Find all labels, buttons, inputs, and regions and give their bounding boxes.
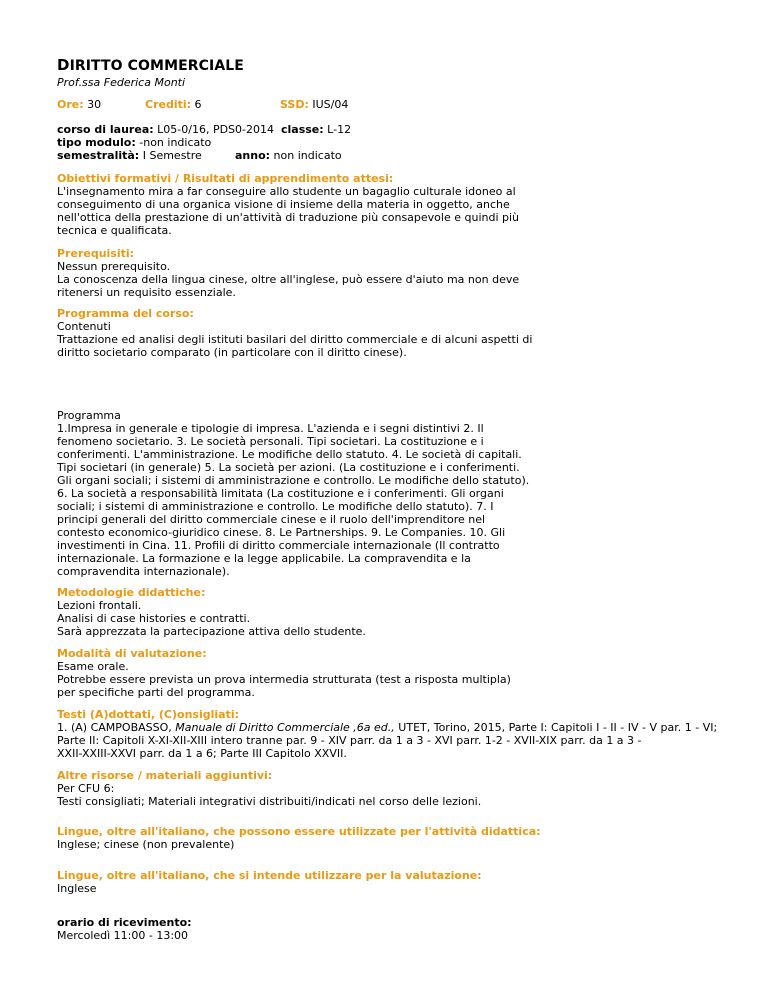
section-programma-detail [57, 409, 717, 578]
obiettivi-line: L'insegnamento mira a far conseguire allo studente un bagaglio culturale idoneo al [57, 185, 516, 198]
ricevimento-line: Mercoledì 11:00 - 13:00 [57, 929, 189, 942]
section-obiettivi [57, 172, 717, 237]
prerequisiti-line: Nessun prerequisito. [57, 260, 171, 273]
modulo-field [57, 136, 211, 149]
corso-label: corso di laurea: [57, 123, 154, 136]
metodologie-line: Sarà apprezzata la partecipazione attiva dello studente. [57, 625, 366, 638]
obiettivi-line: nell'ottica della prestazione di un'attività di traduzione più consapevole e quindi più [57, 211, 520, 224]
programma-detail-line: 1.Impresa in generale e tipologie di impresa. L'azienda e i segni distintivi 2. Il [57, 422, 484, 435]
professor-name: Prof.ssa Federica Monti [57, 76, 186, 89]
title-rest: IRITTO COMMERCIALE [69, 58, 244, 74]
ricevimento-heading: orario di ricevimento: [57, 916, 192, 929]
programma-detail-line: sociali; i sistemi di amministrazione e controllo. Le modifiche dello statuto). 7. I [57, 500, 494, 513]
anno-value: non indicato [273, 149, 342, 162]
metodologie-line: Lezioni frontali. [57, 599, 142, 612]
crediti-value: 6 [194, 98, 202, 111]
obiettivi-heading: Obiettivi formativi / Risultati di apprendimento attesi: [57, 172, 394, 185]
testi-line1-b: UTET, Torino, 2015, Parte I: Capitoli I - II - IV - V par. 1 - VI; [394, 721, 718, 734]
valutazione-heading: Modalità di valutazione: [57, 647, 207, 660]
ore-field [57, 98, 101, 111]
section-risorse [57, 769, 717, 808]
valutazione-line: Potrebbe essere prevista un prova intermedia strutturata (test a risposta multipla) [57, 673, 511, 686]
risorse-heading: Altre risorse / materiali aggiuntivi: [57, 769, 273, 782]
modulo-value: -non indicato [139, 136, 212, 149]
section-prerequisiti [57, 247, 717, 299]
prerequisiti-line: La conoscenza della lingua cinese, oltre all'inglese, può essere d'aiuto ma non deve [57, 273, 520, 286]
classe-value: L-12 [327, 123, 352, 136]
programma-detail-line: contesto economico-giuridico cinese. 8. Le Partnerships. 9. Le Companies. 10. Gli [57, 526, 506, 539]
programma-detail-line: 6. La società a responsabilità limitata (La costituzione e i conferimenti. Gli organi [57, 487, 504, 500]
testi-heading: Testi (A)dottati, (C)onsigliati: [57, 708, 239, 721]
testi-line1-a: 1. (A) CAMPOBASSO, [57, 721, 176, 734]
programma-detail-line: investimenti in Cina. 11. Profili di diritto commerciale internazionale (Il contratto [57, 539, 500, 552]
section-testi [57, 708, 757, 760]
crediti-field [145, 98, 202, 111]
section-ricevimento [57, 916, 717, 942]
crediti-label: Crediti: [145, 98, 192, 111]
testi-line: Parte II: Capitoli X-XI-XII-XIII intero tranne par. 9 - XIV parr. da 1 a 3 - XVI parr. 1-2 - XVII-XIX parr. da 1 a 3 - [57, 734, 642, 747]
programma-detail-line: principi generali del diritto commerciale cinese e il ruolo dell'imprenditore nel [57, 513, 486, 526]
programma-heading: Programma del corso: [57, 307, 194, 320]
programma-detail-line: Gli organi sociali; i sistemi di amministrazione e controllo. Le modifiche dello statuto). [57, 474, 530, 487]
section-lingue-didattica [57, 825, 717, 851]
programma-line: Contenuti [57, 320, 111, 333]
semestralita-value: I Semestre [142, 149, 202, 162]
testi-line: XXII-XXIII-XXVI parr. da 1 a 6; Parte III Capitolo XXVII. [57, 747, 347, 760]
programma-line: Trattazione ed analisi degli istituti basilari del diritto commerciale e di alcuni aspetti di [57, 333, 533, 346]
ore-value: 30 [87, 98, 102, 111]
obiettivi-line: conseguimento di una organica visione di insieme della materia in oggetto, anche [57, 198, 510, 211]
lingue-valutazione-line: Inglese [57, 882, 97, 895]
prerequisiti-heading: Prerequisiti: [57, 247, 135, 260]
programma-detail-line: Tipi societari (in generale) 5. La società per azioni. (La costituzione e i conferimenti. [57, 461, 520, 474]
title-initial: D [57, 56, 70, 74]
section-metodologie [57, 586, 717, 638]
classe-field [281, 123, 351, 136]
programma-detail-line: Programma [57, 409, 121, 422]
testi-book-title: Manuale di Diritto Commerciale ,6a ed., [175, 721, 395, 734]
obiettivi-line: tecnica e qualificata. [57, 224, 172, 237]
anno-field [235, 149, 342, 162]
classe-label: classe: [281, 123, 324, 136]
metodologie-line: Analisi di case histories e contratti. [57, 612, 251, 625]
modulo-label: tipo modulo: [57, 136, 136, 149]
semestralita-field [57, 149, 202, 162]
testi-line [57, 721, 757, 734]
section-valutazione [57, 647, 717, 699]
valutazione-line: Esame orale. [57, 660, 129, 673]
ore-label: Ore: [57, 98, 84, 111]
corso-value: L05-0/16, PDS0-2014 [157, 123, 274, 136]
section-programma [57, 307, 717, 359]
programma-detail-line: fenomeno societario. 3. Le società personali. Tipi societari. La costituzione e i [57, 435, 484, 448]
ssd-field [280, 98, 348, 111]
valutazione-line: per specifiche parti del programma. [57, 686, 255, 699]
lingue-didattica-line: Inglese; cinese (non prevalente) [57, 838, 235, 851]
programma-detail-line: compravendita internazionale). [57, 565, 230, 578]
programma-line: diritto societario comparato (in particolare con il diritto cinese). [57, 346, 407, 359]
risorse-line: Testi consigliati; Materiali integrativi distribuiti/indicati nel corso delle lezioni. [57, 795, 482, 808]
semestralita-label: semestralità: [57, 149, 140, 162]
lingue-valutazione-heading: Lingue, oltre all'italiano, che si intende utilizzare per la valutazione: [57, 869, 482, 882]
course-title [57, 57, 244, 74]
programma-detail-line: conferimenti. L'amministrazione. Le modifiche dello statuto. 4. Le società di capitali. [57, 448, 522, 461]
programma-detail-line: internazionale. La formazione e la legge applicabile. La compravendita e la [57, 552, 471, 565]
prerequisiti-line: ritenersi un requisito essenziale. [57, 286, 236, 299]
lingue-didattica-heading: Lingue, oltre all'italiano, che possono essere utilizzate per l'attività didattica: [57, 825, 541, 838]
metodologie-heading: Metodologie didattiche: [57, 586, 206, 599]
ssd-label: SSD: [280, 98, 309, 111]
ssd-value: IUS/04 [312, 98, 349, 111]
risorse-line: Per CFU 6: [57, 782, 115, 795]
corso-field [57, 123, 274, 136]
section-lingue-valutazione [57, 869, 717, 895]
anno-label: anno: [235, 149, 271, 162]
